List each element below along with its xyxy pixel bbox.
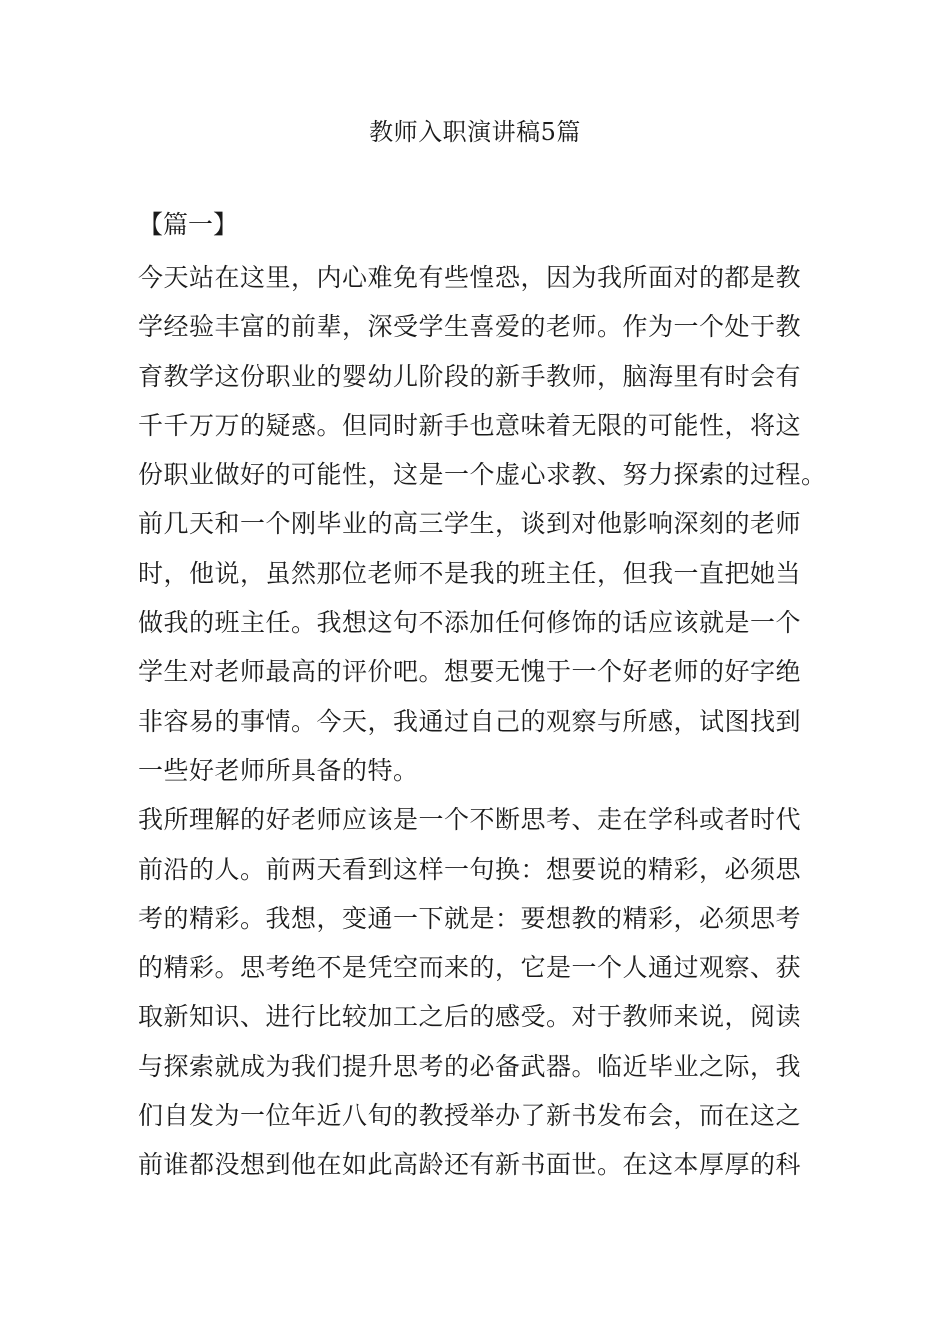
body-line: 一些好老师所具备的特。 <box>138 755 419 785</box>
body-line: 今天站在这里，内心难免有些惶恐，因为我所面对的都是教 <box>138 263 802 292</box>
body-line: 做我的班主任。我想这句不添加任何修饰的话应该就是一个 <box>138 608 802 638</box>
document-body <box>138 253 827 1190</box>
document-title: 教师入职演讲稿5篇 <box>369 118 581 146</box>
body-line: 取新知识、进行比较加工之后的感受。对于教师来说，阅读 <box>138 1002 802 1032</box>
body-line: 时，他说，虽然那位老师不是我的班主任，但我一直把她当 <box>138 558 802 588</box>
body-line: 前沿的人。前两天看到这样一句换：想要说的精彩，必须思 <box>138 854 802 884</box>
body-line: 前几天和一个刚毕业的高三学生，谈到对他影响深刻的老师 <box>138 509 802 539</box>
body-line: 非容易的事情。今天，我通过自己的观察与所感，试图找到 <box>138 706 802 736</box>
body-line: 份职业做好的可能性，这是一个虚心求教、努力探索的过程。 <box>138 460 827 490</box>
body-line: 育教学这份职业的婴幼儿阶段的新手教师，脑海里有时会有 <box>138 361 802 391</box>
body-line: 我所理解的好老师应该是一个不断思考、走在学科或者时代 <box>138 805 802 835</box>
body-line: 的精彩。思考绝不是凭空而来的，它是一个人通过观察、获 <box>138 953 802 983</box>
body-line: 学生对老师最高的评价吧。想要无愧于一个好老师的好字绝 <box>138 657 802 687</box>
body-line: 千千万万的疑惑。但同时新手也意味着无限的可能性，将这 <box>138 410 802 440</box>
body-line: 与探索就成为我们提升思考的必备武器。临近毕业之际，我 <box>138 1051 802 1081</box>
section-heading: 【篇一】 <box>138 210 239 239</box>
body-line: 前谁都没想到他在如此高龄还有新书面世。在这本厚厚的科 <box>138 1150 802 1180</box>
body-line: 学经验丰富的前辈，深受学生喜爱的老师。作为一个处于教 <box>138 312 802 342</box>
body-line: 们自发为一位年近八旬的教授举办了新书发布会，而在这之 <box>138 1101 802 1131</box>
body-line: 考的精彩。我想，变通一下就是：要想教的精彩，必须思考 <box>138 903 802 933</box>
